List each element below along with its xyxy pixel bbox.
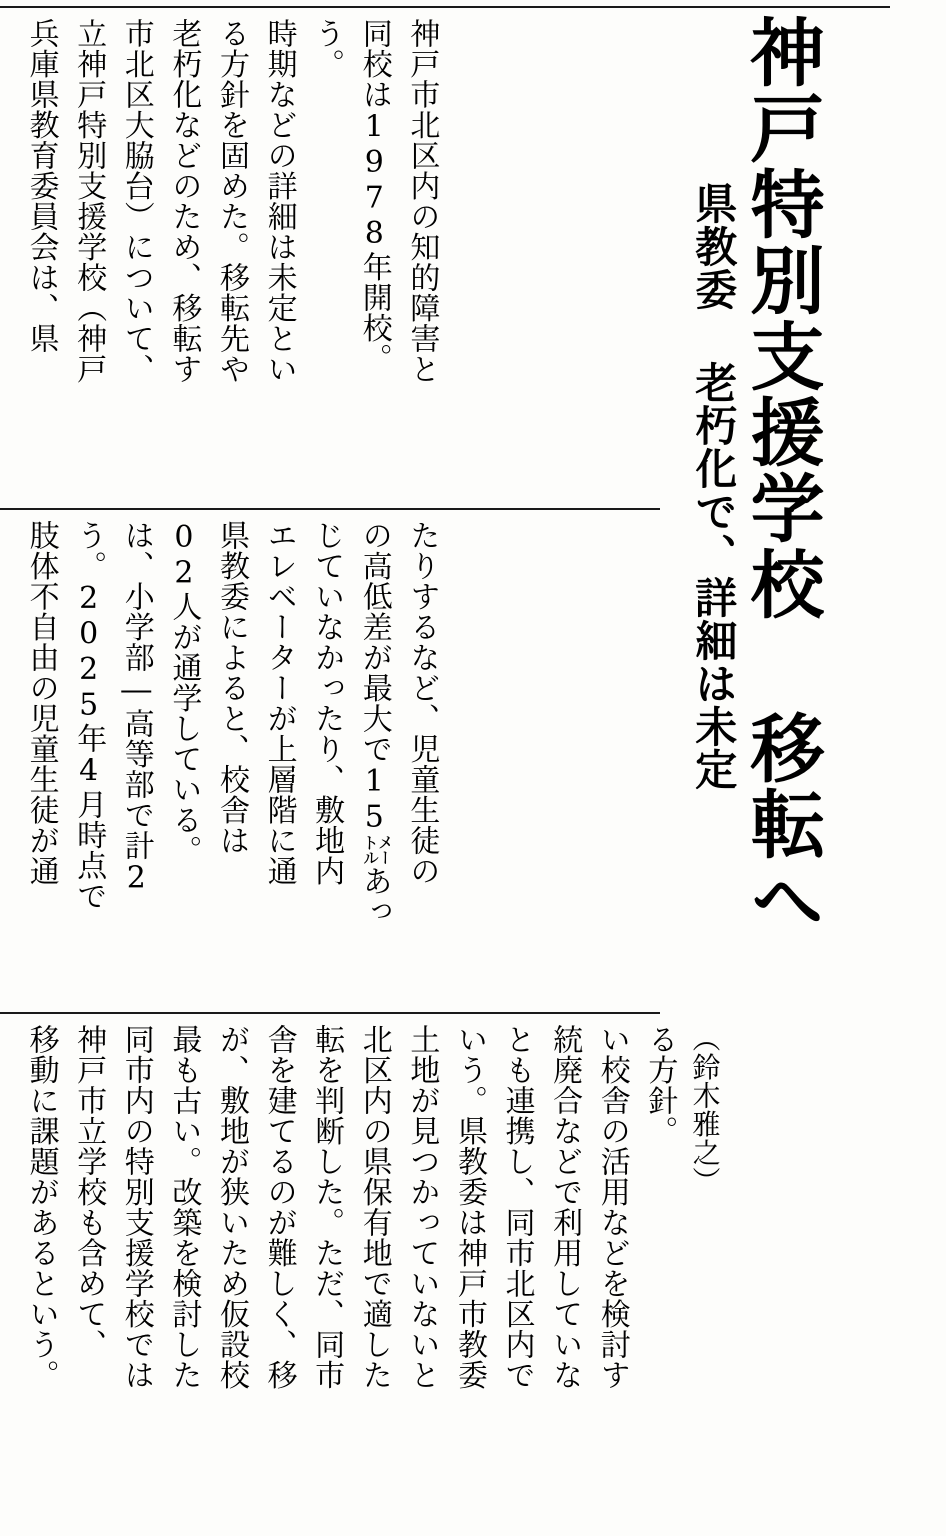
text-column: 立神戸特別支援学校（神戸	[71, 18, 107, 384]
text-column: う。2025年4月時点で	[71, 520, 107, 911]
text-column: 移動に課題があるという。	[23, 1024, 59, 1390]
headline-block	[688, 14, 938, 1014]
text-column: る方針を固めた。移転先や	[213, 18, 249, 384]
article-block-2	[14, 520, 654, 1004]
rule-middle-lower	[0, 1012, 660, 1014]
text-column: じていなかったり、敷地内	[309, 520, 345, 886]
rule-middle-upper	[0, 508, 660, 510]
text-column: う。	[309, 18, 345, 79]
text-column: 神戸市立学校も含めて、	[71, 1024, 107, 1360]
text-column: たりするなど、児童生徒の	[404, 520, 440, 886]
byline: （鈴木雅之）	[688, 1024, 722, 1195]
text-column: は、小学部―高等部で計2	[118, 520, 154, 896]
text-column: 市北区大脇台）について、	[118, 18, 154, 384]
text-column: 時期などの詳細は未定とい	[261, 18, 297, 384]
text-column: 北区内の県保有地で適した	[356, 1024, 392, 1390]
text-column: 神戸市北区内の知的障害と	[404, 18, 440, 384]
text-column: る方針。	[642, 1024, 678, 1146]
text-column: 転を判断した。ただ、同市	[309, 1024, 345, 1390]
text-column: い校舎の活用などを検討す	[594, 1024, 630, 1390]
text-column: 統廃合などで利用していな	[547, 1024, 583, 1390]
text-column: が、敷地が狭いため仮設校	[213, 1024, 249, 1390]
text-column: 土地が見つかっていないと	[404, 1024, 440, 1390]
text-column: エレベーターが上層階に通	[261, 520, 297, 886]
text-column: の高低差が最大で15㍍あっ	[356, 520, 392, 927]
text-column: とも連携し、同市北区内で	[499, 1024, 535, 1390]
text-column: いう。県教委は神戸市教委	[451, 1024, 487, 1390]
article-block-3	[14, 1024, 914, 1528]
text-column: 兵庫県教育委員会は、県	[23, 18, 59, 354]
subheadline: 県教委 老朽化で、詳細は未定	[689, 182, 739, 791]
text-column: 同市内の特別支援学校では	[118, 1024, 154, 1390]
text-column: 同校は1978年開校。	[356, 18, 392, 374]
text-column: 最も古い。改築を検討した	[166, 1024, 202, 1390]
page-title: 神戸特別支援学校 移転へ	[738, 14, 825, 938]
text-column: 舎を建てるのが難しく、移	[261, 1024, 297, 1390]
text-column: 県教委によると、校舎は	[213, 520, 249, 856]
article-block-1	[14, 18, 654, 504]
text-column: 老朽化などのため、移転す	[166, 18, 202, 384]
rule-top	[0, 6, 890, 8]
text-column: 02人が通学している。	[166, 520, 202, 866]
text-column: 肢体不自由の児童生徒が通	[23, 520, 59, 886]
